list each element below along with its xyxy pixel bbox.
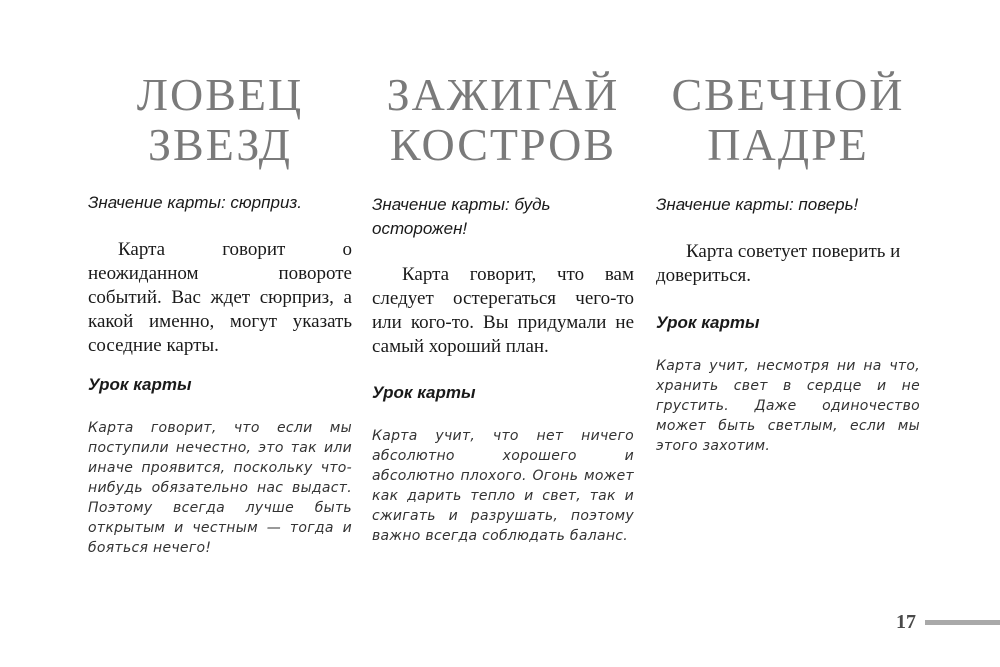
card-meaning: Значение карты: поверь!: [656, 195, 859, 214]
lesson-heading: Урок карты: [88, 375, 192, 394]
card-column-fire-lighter: [372, 0, 634, 600]
card-title-line: ЗАЖИГАЙ: [386, 69, 620, 120]
lesson-heading: Урок карты: [656, 313, 760, 332]
card-title-line: ЛОВЕЦ: [136, 69, 304, 120]
lesson-text: Карта учит, несмотря ни на что, хранить свет в сердце и не грустить. Даже одиночество может быть светлым, если мы этого захотим.: [656, 358, 920, 454]
card-description: Карта говорит о неожиданном повороте событий. Вас ждет сюрприз, а какой именно, могут указать соседние карты.: [88, 239, 352, 356]
card-title-line: ПАДРЕ: [707, 119, 869, 170]
card-description: Карта советует поверить и довериться.: [656, 241, 901, 286]
card-column-candle-padre: [656, 0, 920, 600]
card-meaning: Значение карты: сюрприз.: [88, 193, 303, 212]
lesson-text: Карта учит, что нет ничего абсолютно хорошего и абсолютно плохого. Огонь может как дарить тепло и свет, так и сжигать и разрушать, поэтому важно всегда соблюдать баланс.: [372, 428, 634, 544]
card-title: [88, 70, 352, 170]
card-title: [656, 70, 920, 170]
lesson-text: Карта говорит, что если мы поступили нечестно, это так или иначе проявится, поскольку что-нибудь обязательно нас выдаст. Поэтому всегда лучше быть открытым и честным — тогда и бояться нечего!: [88, 420, 352, 556]
page-number: 17: [896, 611, 916, 633]
card-title-line: СВЕЧНОЙ: [671, 69, 905, 120]
lesson-heading: Урок карты: [372, 383, 476, 402]
card-description: Карта говорит, что вам следует остерегаться чего-то или кого-то. Вы придумали не самый хороший план.: [372, 264, 634, 357]
card-column-star-catcher: [88, 0, 352, 600]
card-meaning: Значение карты: будь осторожен!: [372, 195, 551, 238]
card-title-line: ЗВЕЗД: [147, 119, 292, 170]
page-number-rule: [925, 620, 1000, 625]
card-title-line: КОСТРОВ: [389, 119, 617, 170]
card-title: [372, 70, 634, 170]
